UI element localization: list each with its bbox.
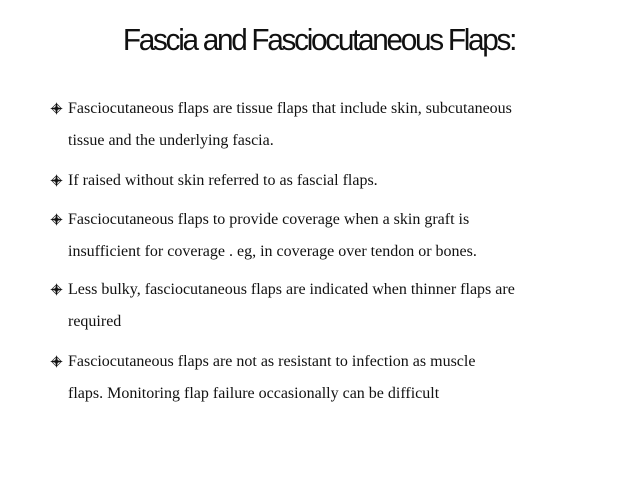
- diamond-bullet-icon: [50, 213, 63, 226]
- bullet-5-line-2: flaps. Monitoring flap failure occasionally can be difficult: [68, 385, 440, 402]
- bullet-3-line-2: insufficient for coverage . eg, in coverage over tendon or bones.: [68, 243, 477, 260]
- bullet-1-line-1: Fasciocutaneous flaps are tissue flaps that include skin, subcutaneous: [68, 100, 512, 117]
- diamond-bullet-icon: [50, 174, 63, 187]
- diamond-bullet-icon: [50, 283, 63, 296]
- diamond-bullet-icon: [50, 102, 63, 115]
- diamond-bullet-icon: [50, 355, 63, 368]
- bullet-2-line-1: If raised without skin referred to as fascial flaps.: [68, 172, 378, 189]
- bullet-3-line-1: Fasciocutaneous flaps to provide coverage when a skin graft is: [68, 211, 470, 228]
- bullet-5-line-1: Fasciocutaneous flaps are not as resistant to infection as muscle: [68, 353, 476, 370]
- bullet-4-line-1: Less bulky, fasciocutaneous flaps are indicated when thinner flaps are: [68, 281, 515, 298]
- slide-title: Fascia and Fasciocutaneous Flaps:: [122, 22, 516, 57]
- bullet-4-line-2: required: [68, 313, 122, 330]
- bullet-1-line-2: tissue and the underlying fascia.: [68, 132, 274, 149]
